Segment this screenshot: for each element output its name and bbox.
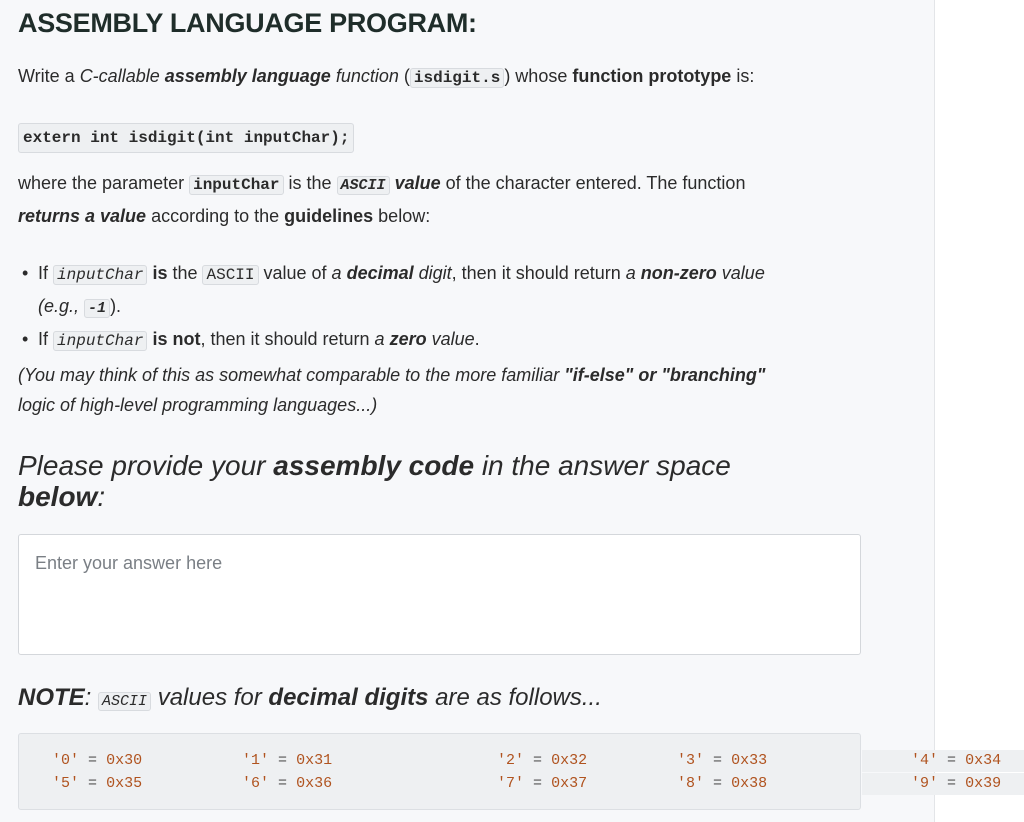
note-heading [18,684,602,712]
ascii-code: ASCII [337,176,390,195]
param-guidelines: guidelines [284,206,374,226]
intro-text: Write a [18,66,80,86]
ascii-code: ASCII [202,265,258,285]
param-returns-a-value: returns a value [18,206,147,226]
bullet-text: a [625,263,636,283]
ascii-char: '8' [677,775,705,792]
intro-c-callable: C-callable [79,66,160,86]
ascii-char: '6' [242,775,270,792]
ascii-hex: 0x33 [731,752,768,769]
ascii-code: ASCII [98,692,151,711]
ascii-entry [497,773,587,795]
ascii-entry [52,773,142,795]
bullet-text: a [331,263,342,283]
ascii-hex: 0x35 [106,775,143,792]
ascii-entry [242,773,332,795]
answer-heading [18,450,818,512]
param-text: of the character entered. The function [440,173,746,193]
ascii-equals: = [947,752,957,769]
ascii-entry [677,750,767,772]
function-prototype-code: extern int isdigit(int inputChar); [18,123,354,153]
note-decimal-digits: decimal digits [268,684,429,711]
bullet-text: If [38,329,54,349]
bullet-non-zero: non-zero [640,263,717,283]
ascii-char: '0' [52,752,80,769]
bullet-digit: digit [413,263,452,283]
paren-text: logic of high-level programming languages...) [18,395,378,415]
filename-code: isdigit.s [410,68,504,88]
ascii-hex: 0x34 [965,752,1002,769]
intro-text: ) whose [504,66,573,86]
ascii-hex: 0x38 [731,775,768,792]
bullet-value: value [716,263,765,283]
intro-function-prototype: function prototype [572,66,732,86]
ascii-char: '5' [52,775,80,792]
bullet-text: . [474,329,480,349]
subhead-below: below [18,481,98,512]
inputchar-code: inputChar [189,175,283,195]
bullet-eg: (e.g., [38,296,80,316]
ascii-equals: = [533,775,543,792]
ascii-entry [911,750,1001,772]
ascii-entry [242,750,332,772]
note-text: : [84,684,99,711]
analogy-paragraph [18,360,858,420]
param-text: is the [283,173,337,193]
ascii-equals: = [533,752,543,769]
ascii-equals: = [278,752,288,769]
page-title: ASSEMBLY LANGUAGE PROGRAM: [18,8,477,38]
ascii-equals: = [88,752,98,769]
paren-text: (You may think of this as somewhat comparable to the more familiar [18,365,565,385]
ascii-hex: 0x37 [551,775,588,792]
intro-text: is: [731,66,755,86]
param-text: according to the [146,206,285,226]
intro-paragraph [18,61,754,93]
ascii-char: '2' [497,752,525,769]
ascii-equals: = [947,775,957,792]
guidelines-list [18,258,858,357]
ascii-hex: 0x30 [106,752,143,769]
intro-assembly-language: assembly language [164,66,331,86]
subhead-text: : [97,481,106,512]
bullet-text: a [374,329,385,349]
inputchar-code: inputChar [53,265,147,285]
ascii-entry [911,773,1001,795]
list-item [18,324,858,357]
ascii-equals: = [713,752,723,769]
inputchar-code: inputChar [53,331,147,351]
bullet-text: , then it should return [451,263,626,283]
note-label: NOTE [18,684,85,711]
intro-function: function [335,66,399,86]
ascii-hex: 0x32 [551,752,588,769]
ascii-char: '7' [497,775,525,792]
ascii-hex: 0x39 [965,775,1002,792]
ascii-char: '4' [911,752,939,769]
bullet-decimal: decimal [346,263,414,283]
param-text: where the parameter [18,173,190,193]
subhead-text: in the answer space [474,450,731,481]
bullet-text: the [167,263,203,283]
ascii-char: '9' [911,775,939,792]
bullet-zero: zero [389,329,427,349]
bullet-text: value of [258,263,332,283]
ascii-equals: = [88,775,98,792]
answer-input[interactable] [19,535,860,654]
parameter-paragraph [18,168,848,231]
bullet-text: ). [110,296,122,316]
bullet-is-not: is not [147,329,201,349]
param-value: value [389,173,441,193]
ascii-hex: 0x31 [296,752,333,769]
ascii-hex: 0x36 [296,775,333,792]
subhead-text: Please provide your [18,450,274,481]
answer-box [18,534,861,655]
subhead-assembly-code: assembly code [273,450,475,481]
ascii-equals: = [278,775,288,792]
bullet-is: is [147,263,168,283]
note-text: are as follows... [428,684,602,711]
ascii-entry [52,750,142,772]
ascii-entry [497,750,587,772]
ascii-equals: = [713,775,723,792]
bullet-dot: • [22,329,29,349]
bullet-value: value [426,329,475,349]
ascii-char: '1' [242,752,270,769]
minus-one-code: -1 [84,299,110,318]
intro-text: ( [398,66,410,86]
paren-if-else: "if-else" or "branching" [564,365,766,385]
ascii-char: '3' [677,752,705,769]
list-item [18,258,858,324]
ascii-entry [677,773,767,795]
param-text: below: [373,206,431,226]
bullet-dot: • [22,263,29,283]
note-text: values for [151,684,269,711]
bullet-text: If [38,263,54,283]
bullet-text: , then it should return [200,329,375,349]
